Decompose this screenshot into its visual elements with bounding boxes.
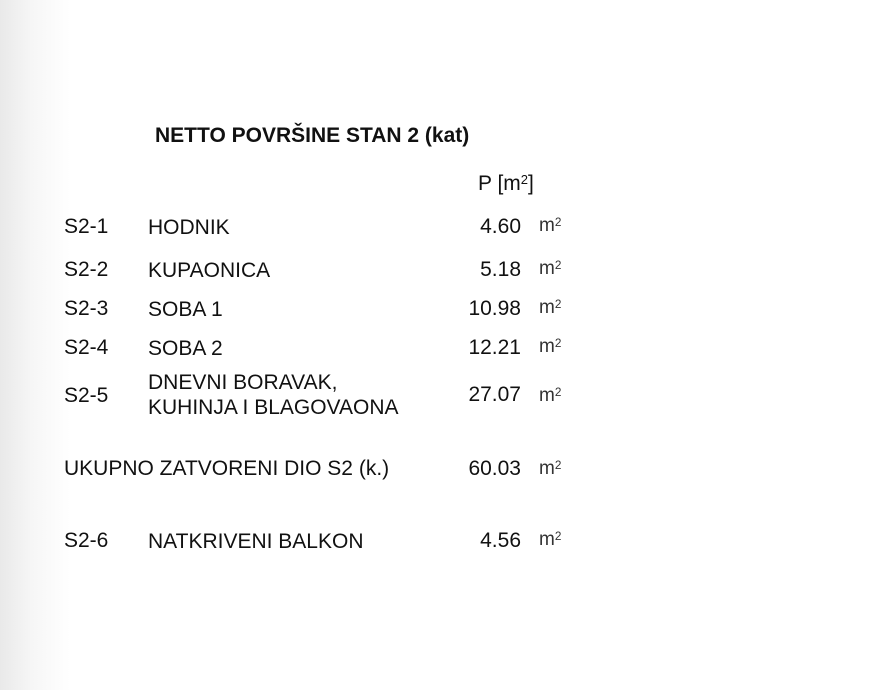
area-unit	[539, 258, 561, 280]
document-title: NETTO POVRŠINE STAN 2 (kat)	[155, 124, 470, 147]
room-code: S2-1	[64, 215, 109, 238]
room-area: 5.18	[480, 258, 521, 281]
area-unit-base: m	[539, 336, 555, 357]
area-unit-base: m	[539, 385, 555, 406]
room-name	[148, 370, 399, 420]
room-name-line: SOBA 1	[148, 298, 223, 321]
room-name-line: DNEVNI BORAVAK,	[148, 371, 338, 394]
area-unit-base: m	[539, 297, 555, 318]
area-unit-sup: 2	[554, 297, 562, 311]
room-code: S2-3	[64, 297, 109, 320]
area-column-header-close: ]	[528, 172, 534, 195]
room-name-line: HODNIK	[148, 216, 230, 239]
area-unit-base: m	[539, 215, 555, 236]
room-name	[148, 336, 223, 361]
room-area: 4.60	[480, 215, 521, 238]
total-area: 60.03	[468, 457, 521, 480]
area-unit-sup: 2	[554, 336, 562, 350]
room-area: 27.07	[468, 383, 521, 406]
area-column-header-sup: 2	[520, 172, 529, 188]
area-unit-sup: 2	[554, 215, 562, 229]
room-name-line: KUPAONICA	[148, 259, 271, 282]
area-unit-sup: 2	[554, 385, 562, 399]
room-name	[148, 297, 223, 322]
area-unit	[539, 336, 561, 358]
room-name-line: NATKRIVENI BALKON	[148, 530, 364, 553]
area-unit-base: m	[539, 458, 555, 479]
area-unit-sup: 2	[554, 458, 562, 472]
area-unit-base: m	[539, 529, 555, 550]
room-area: 12.21	[468, 336, 521, 359]
area-column-header-label: P [m	[478, 172, 521, 195]
area-unit	[539, 297, 561, 319]
room-area: 10.98	[468, 297, 521, 320]
room-code: S2-5	[64, 384, 109, 407]
room-name	[148, 258, 270, 283]
room-code: S2-6	[64, 529, 109, 552]
room-name	[148, 215, 230, 240]
room-name-line: SOBA 2	[148, 337, 223, 360]
area-unit-sup: 2	[554, 258, 562, 272]
area-unit-sup: 2	[554, 529, 562, 543]
area-column-header	[478, 172, 534, 196]
room-area: 4.56	[480, 529, 521, 552]
area-unit	[539, 529, 561, 551]
room-code: S2-4	[64, 336, 109, 359]
room-code: S2-2	[64, 258, 109, 281]
page-edge-shadow	[0, 0, 70, 690]
area-unit-base: m	[539, 258, 555, 279]
area-unit	[539, 215, 561, 237]
area-unit	[539, 458, 561, 480]
room-name-line: KUHINJA I BLAGOVAONA	[148, 396, 399, 419]
room-name	[148, 529, 364, 554]
total-label: UKUPNO ZATVORENI DIO S2 (k.)	[64, 457, 390, 480]
area-unit	[539, 385, 561, 407]
